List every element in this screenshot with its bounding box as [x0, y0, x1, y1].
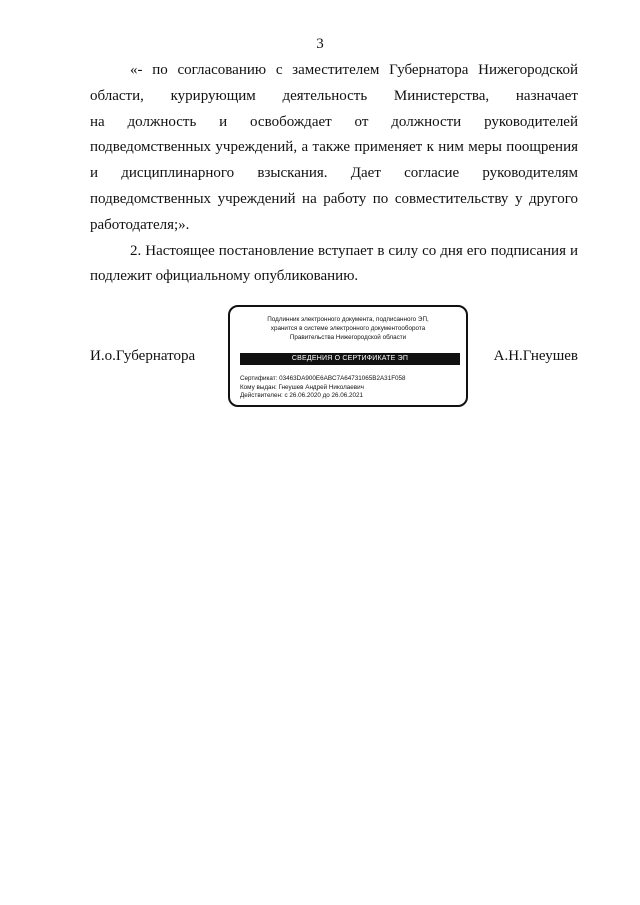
- paragraph1-line-4: подведомственных учреждений, а также применяет к ним меры поощрения: [90, 139, 578, 156]
- stamp-validity: Действителен: с 26.06.2020 до 26.06.2021: [240, 392, 364, 399]
- paragraph2-line-1: 2. Настоящее постановление вступает в силу со дня его подписания и: [130, 242, 578, 259]
- page-number: 3: [316, 36, 324, 52]
- stamp-certificate-bar: СВЕДЕНИЯ О СЕРТИФИКАТЕ ЭП: [240, 353, 460, 365]
- paragraph2-line-2: подлежит официальному опубликованию.: [90, 268, 359, 285]
- paragraph1-line-5: и дисциплинарного взыскания. Дает согласие руководителям: [90, 165, 578, 182]
- signer-title: И.о.Губернатора: [90, 348, 196, 364]
- stamp-header-line-2: хранится в системе электронного документооборота: [270, 325, 426, 332]
- paragraph1-line-6: подведомственных учреждений на работу по совместительству у другого: [90, 190, 578, 207]
- stamp-certificate-info: [240, 375, 406, 401]
- stamp-certificate-number: Сертификат: 03463DA900E6ABC7A64731065B2A31F058: [240, 375, 406, 382]
- document-body: [90, 58, 578, 290]
- paragraph1-line-7: работодателя;».: [90, 216, 190, 233]
- stamp-issued-to: Кому выдан: Гнеушев Андрей Николаевич: [240, 383, 364, 391]
- paragraph1-line-2: области, курирующим деятельность Министерства, назначает: [90, 87, 578, 104]
- electronic-signature-stamp: [228, 305, 468, 407]
- stamp-header: [230, 315, 466, 342]
- paragraph1-line-3: на должность и освобождает от должности руководителей: [90, 113, 578, 130]
- stamp-header-line-3: Правительства Нижегородской области: [289, 334, 407, 341]
- paragraph1-line-1: «- по согласованию с заместителем Губернатора Нижегородской: [130, 62, 578, 78]
- signer-name: А.Н.Гнеушев: [493, 348, 578, 364]
- stamp-header-line-1: Подлинник электронного документа, подписанного ЭП,: [267, 316, 429, 323]
